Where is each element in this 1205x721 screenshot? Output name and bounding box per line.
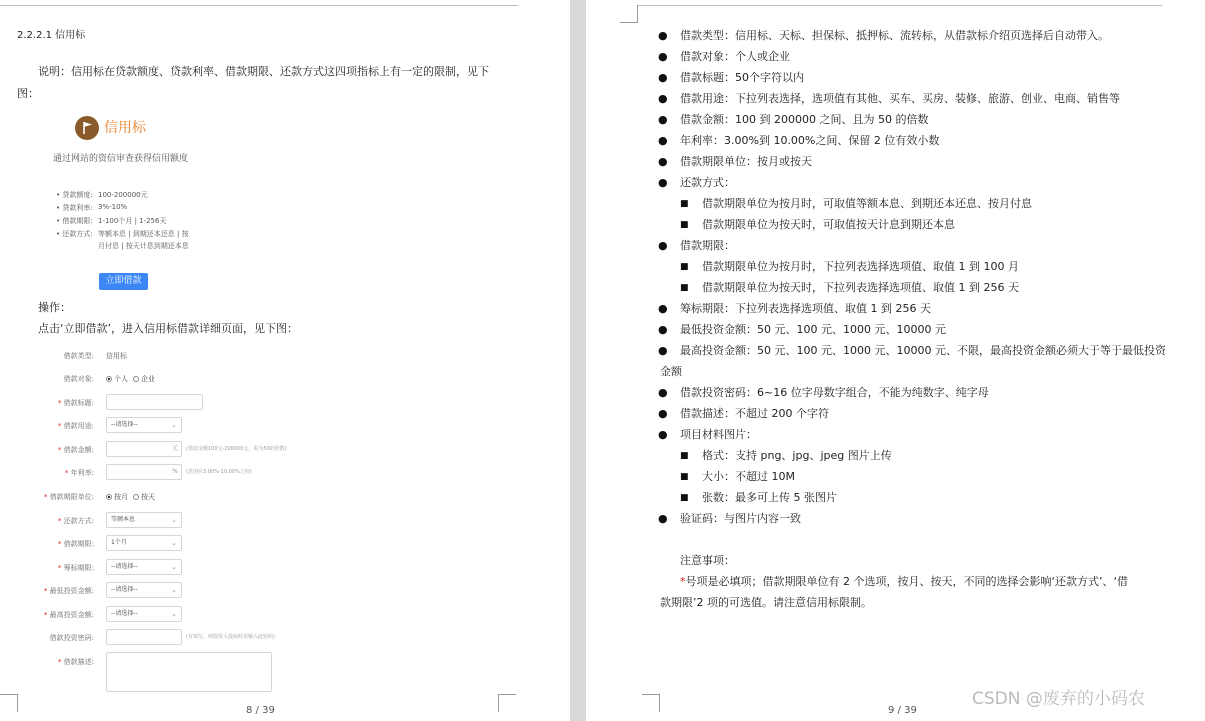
chevron-down-icon: ⌄	[171, 586, 177, 594]
notes-line-1: *号项是必填项；借款期限单位有 2 个选项，按月、按天，不同的选择会影响‘还款方式’、‘借	[680, 575, 1128, 588]
list-item-text: 筹标期限：下拉列表选择选项值、取值 1 到 256 天	[680, 302, 931, 315]
page-gutter	[570, 0, 586, 721]
document-page-left	[0, 0, 570, 721]
form-label-period-unit: * 借款期限单位:	[43, 493, 94, 501]
notes-heading: 注意事项：	[680, 554, 735, 567]
card-subtitle: 通过网站的资信审查获得信用额度	[53, 154, 189, 164]
square-bullet-icon: ■	[680, 262, 689, 272]
list-item-text: 借款期限单位为按月时，可取值等额本息、到期还本还息、按月付息	[702, 197, 1032, 210]
bullet-icon: ●	[658, 176, 668, 189]
list-item-text: 借款描述：不超过 200 个字符	[680, 407, 829, 420]
page-top-rule	[0, 5, 518, 6]
list-item-text: 项目材料图片：	[680, 428, 757, 441]
list-item-text: 最低投资金额：50 元、100 元、1000 元、10000 元	[680, 323, 946, 336]
notes-line-2: 款期限’2 项的可选值。请注意信用标限制。	[660, 596, 872, 609]
radio-target-individual[interactable]: 个人	[106, 374, 128, 384]
form-label-rate: * 年利率:	[64, 469, 94, 477]
list-item-text: 借款期限单位为按天时，下拉列表选择选项值、取值 1 到 256 天	[702, 281, 1019, 294]
radio-target-company[interactable]: 企业	[133, 374, 155, 384]
radio-period-day[interactable]: 按天	[133, 492, 155, 502]
section-heading: 2.2.2.1 信用标	[17, 30, 86, 41]
bullet-icon: ●	[658, 113, 668, 126]
borrow-now-button[interactable]: 立即借款	[99, 273, 148, 290]
card-item-value-cont: 月付息 | 按天计息到期还本息	[98, 242, 189, 250]
loan-description-textarea[interactable]	[106, 652, 272, 692]
list-item-text: 大小：不超过 10M	[702, 470, 795, 483]
flag-icon	[75, 116, 99, 140]
card-item-value: 1-100个月 | 1-256天	[98, 217, 167, 225]
square-bullet-icon: ■	[680, 199, 689, 209]
radio-period-month[interactable]: 按月	[106, 492, 128, 502]
bullet-icon: ●	[658, 344, 668, 357]
amount-hint: (借款金额100元-200000元，需为50的倍数)	[186, 446, 287, 452]
card-item-label: • 借款期限:	[56, 217, 93, 225]
list-item-text: 借款对象：个人或企业	[680, 50, 790, 63]
list-item-text: 借款期限单位为按月时，下拉列表选择选项值、取值 1 到 100 月	[702, 260, 1019, 273]
bullet-icon: ●	[658, 302, 668, 315]
square-bullet-icon: ■	[680, 220, 689, 230]
page-number: 8 / 39	[246, 705, 275, 716]
bullet-icon: ●	[658, 512, 668, 525]
max-invest-select[interactable]: --请选择-- ⌄	[106, 606, 182, 622]
list-item-text: 金额	[660, 365, 682, 378]
bullet-icon: ●	[658, 134, 668, 147]
square-bullet-icon: ■	[680, 451, 689, 461]
chevron-down-icon: ⌄	[171, 539, 177, 547]
loan-purpose-select[interactable]: --请选择-- ⌄	[106, 417, 182, 433]
bullet-icon: ●	[658, 407, 668, 420]
form-label-term: * 借款期限:	[57, 540, 94, 548]
form-label-max-invest: * 最高投资金额:	[43, 611, 94, 619]
bullet-icon: ●	[658, 29, 668, 42]
form-label-title: * 借款标题:	[57, 399, 94, 407]
form-label-purpose: * 借款用途:	[57, 422, 94, 430]
min-invest-select[interactable]: --请选择-- ⌄	[106, 582, 182, 598]
card-item-value: 等额本息 | 到期还本还息 | 按	[98, 230, 189, 238]
card-item-value: 100-200000元	[98, 191, 148, 199]
card-item-value: 3%-10%	[98, 203, 128, 211]
rate-hint: (范围在3.00%-10.00%之间)	[186, 469, 252, 475]
raise-period-select[interactable]: --请选择-- ⌄	[106, 559, 182, 575]
page-corner-mark	[620, 5, 638, 23]
loan-title-input[interactable]	[106, 394, 203, 410]
repay-method-select[interactable]: 等额本息 ⌄	[106, 512, 182, 528]
loan-term-select[interactable]: 1个月 ⌄	[106, 535, 182, 551]
bullet-icon: ●	[658, 92, 668, 105]
page-top-rule	[638, 5, 1162, 6]
list-item-text: 借款类型：信用标、天标、担保标、抵押标、流转标，从借款标介绍页选择后自动带入。	[680, 29, 1109, 42]
form-label-description: * 借款描述:	[57, 658, 94, 666]
square-bullet-icon: ■	[680, 472, 689, 482]
card-title: 信用标	[104, 120, 146, 136]
watermark: CSDN @废弃的小码农	[972, 689, 1145, 709]
bullet-icon: ●	[658, 50, 668, 63]
form-label-target: 借款对象:	[63, 375, 94, 383]
description-line-1: 说明：信用标在贷款额度、贷款利率、借款期限、还款方式这四项指标上有一定的限制，见下	[38, 65, 489, 78]
annual-rate-input[interactable]: %	[106, 464, 182, 480]
list-item-text: 借款期限单位：按月或按天	[680, 155, 812, 168]
square-bullet-icon: ■	[680, 283, 689, 293]
list-item-text: 借款期限：	[680, 239, 735, 252]
card-item-label: • 贷款利率:	[56, 204, 93, 212]
list-item-text: 格式：支持 png、jpg、jpeg 图片上传	[702, 449, 892, 462]
list-item-text: 借款金额：100 到 200000 之间、且为 50 的倍数	[680, 113, 929, 126]
list-item-text: 借款标题：50个字符以内	[680, 71, 804, 84]
bullet-icon: ●	[658, 71, 668, 84]
page-corner-mark	[498, 694, 516, 712]
form-label-type: 借款类型:	[63, 352, 94, 360]
operation-heading: 操作：	[38, 301, 71, 314]
form-label-repay: * 还款方式:	[57, 517, 94, 525]
page-corner-mark	[642, 694, 660, 712]
card-item-label: • 贷款额度:	[56, 191, 93, 199]
operation-text: 点击‘立即借款’，进入信用标借款详细页面，见下图：	[38, 322, 298, 335]
form-label-amount: * 借款金额:	[57, 446, 94, 454]
bullet-icon: ●	[658, 386, 668, 399]
list-item-text: 还款方式：	[680, 176, 735, 189]
form-label-raise: * 筹标期限:	[57, 564, 94, 572]
bullet-icon: ●	[658, 428, 668, 441]
bullet-icon: ●	[658, 239, 668, 252]
chevron-down-icon: ⌄	[171, 610, 177, 618]
list-item-text: 借款用途：下拉列表选择，选项值有其他、买车、买房、装修、旅游、创业、电商、销售等	[680, 92, 1120, 105]
list-item-text: 借款期限单位为按天时，可取值按天计息到期还本息	[702, 218, 955, 231]
list-item-text: 验证码：与图片内容一致	[680, 512, 801, 525]
description-line-2: 图：	[17, 87, 39, 100]
list-item-text: 年利率：3.00%到 10.00%之间、保留 2 位有效小数	[680, 134, 940, 147]
form-value-type: 信用标	[106, 352, 127, 360]
chevron-down-icon: ⌄	[171, 516, 177, 524]
chevron-down-icon: ⌄	[171, 563, 177, 571]
form-label-password: 借款投资密码:	[49, 634, 94, 642]
bullet-icon: ●	[658, 155, 668, 168]
list-item-text: 最高投资金额：50 元、100 元、1000 元、10000 元、不限，最高投资金额必须大于等于最低投资	[680, 344, 1166, 357]
list-item-text: 借款投资密码：6~16 位字母数字组合，不能为纯数字、纯字母	[680, 386, 989, 399]
invest-password-input[interactable]	[106, 629, 182, 645]
card-item-label: • 还款方式:	[56, 230, 93, 238]
page-corner-mark	[0, 694, 18, 712]
square-bullet-icon: ■	[680, 493, 689, 503]
document-page-right	[586, 0, 1205, 721]
loan-amount-input[interactable]: 元	[106, 441, 182, 457]
bullet-icon: ●	[658, 323, 668, 336]
password-hint: (有填写，则投资人投标时需输入此密码)	[186, 634, 275, 640]
page-number: 9 / 39	[888, 705, 917, 716]
list-item-text: 张数：最多可上传 5 张图片	[702, 491, 837, 504]
form-label-min-invest: * 最低投资金额:	[43, 587, 94, 595]
chevron-down-icon: ⌄	[171, 421, 177, 429]
